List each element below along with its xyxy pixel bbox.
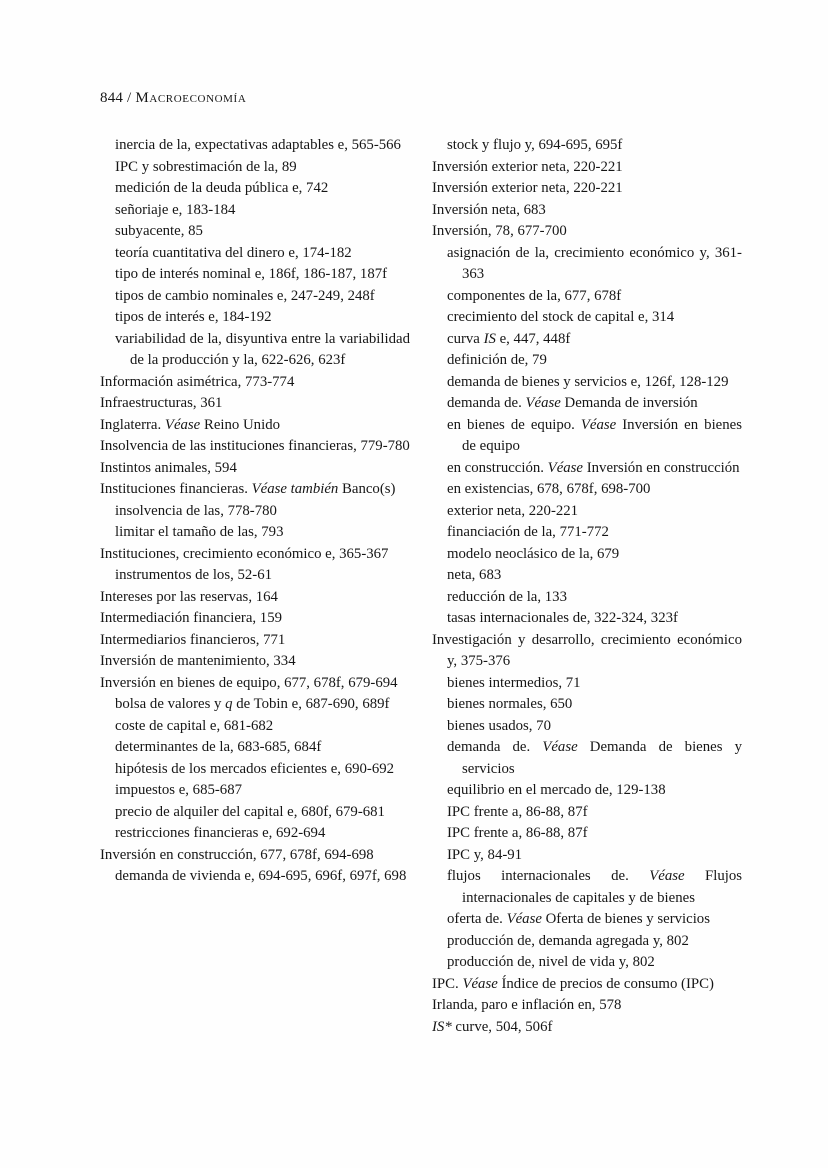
index-entry [100,565,410,587]
index-entry [100,200,410,222]
index-column-left [100,135,410,1038]
index-entry [432,307,742,329]
index-entry [100,501,410,523]
index-entry-text: financiación de la, 771-772 [447,524,609,540]
index-entry-text: señoriaje e, 183-184 [115,201,236,218]
index-entry-text: Inversión exterior neta, 220-221 [432,158,623,175]
index-entry [100,673,410,695]
index-entry [100,221,410,243]
index-column-right [432,135,742,1038]
index-entry [432,673,742,695]
index-entry-text: hipótesis de los mercados eficientes e, 690-692 [115,760,395,777]
page-number: 844 [100,90,124,106]
index-entry [432,780,742,802]
index-entry-text: Instituciones, crecimiento económico e, 365-367 [100,545,389,562]
index-entry [100,694,410,716]
index-entry-text: Inversión exterior neta, 220-221 [432,180,623,196]
index-entry [432,802,742,824]
index-entry-text: IPC frente a, 86-88, 87f [447,825,588,841]
index-entry [432,931,742,953]
index-entry-text: Insolvencia de las instituciones financieras, 779-780 [100,438,410,454]
index-entry-text: limitar el tamaño de las, 793 [115,524,284,540]
index-entry-text: producción de, demanda agregada y, 802 [447,932,689,949]
index-entry-text: neta, 683 [447,567,502,583]
index-entry [100,630,410,652]
index-entry [432,329,742,351]
index-entry-text-italic: Véase [649,868,685,884]
index-entry-text: en bienes de equipo. [447,416,581,433]
index-entry-text: impuestos e, 685-687 [115,782,242,798]
index-entry [432,458,742,480]
index-entry [100,264,410,286]
index-entry [432,200,742,222]
index-entry [432,350,742,372]
index-entry [432,286,742,308]
index-entry-text: crecimiento del stock de capital e, 314 [447,309,675,325]
index-entry [432,694,742,716]
index-entry [100,329,410,372]
index-entry [100,716,410,738]
index-entry [100,243,410,265]
index-entry [432,630,742,673]
index-entry-text: demanda de. [447,739,543,755]
index-entry-text: Demanda de inversión [560,395,698,411]
index-entry [100,393,410,415]
index-entry-text: Infraestructuras, 361 [100,395,223,411]
index-entry-text: Irlanda, paro e inflación en, 578 [432,997,622,1013]
index-entry [432,393,742,415]
index-entry [100,372,410,394]
index-entry-text-italic: Véase [506,911,542,927]
index-columns [100,135,742,1038]
index-entry-text: en construcción. [447,459,548,476]
index-entry-text: Inversión, 78, 677-700 [432,223,567,239]
index-entry [432,587,742,609]
header-separator: / [123,90,136,106]
index-entry-text: producción de, nivel de vida y, 802 [447,954,655,970]
index-entry [432,952,742,974]
index-entry-text: stock y flujo y, 694-695, 695f [447,137,623,153]
index-entry [100,608,410,630]
index-entry-text: Índice de precios de consumo (IPC) [497,975,714,992]
index-entry [432,909,742,931]
index-entry-text: de Tobin e, 687-690, 689f [232,696,390,712]
index-entry [100,479,410,501]
index-entry-text: Inversión en bienes de equipo [462,416,742,454]
index-entry [100,544,410,566]
index-entry-text: flujos internacionales de. [447,868,650,884]
index-entry-text: tasas internacionales de, 322-324, 323f [447,610,678,626]
index-entry [432,243,742,286]
index-entry-text: variabilidad de la, disyuntiva entre la variabilidad de la producción y la, 622-626, 623f [115,330,410,368]
index-entry [100,845,410,867]
index-entry-text: demanda de. [447,395,526,411]
index-entry [432,415,742,458]
index-entry-text: determinantes de la, 683-685, 684f [115,739,322,755]
index-entry [100,415,410,437]
index-entry [432,565,742,587]
index-entry [432,823,742,845]
index-entry-text: Investigación y desarrollo, crecimiento económico y, 375-376 [432,631,742,669]
index-entry-text: definición de, 79 [447,352,547,368]
index-entry [432,501,742,523]
index-entry-text: Flujos internacionales de capitales y de bienes [462,868,742,906]
index-entry-text: instrumentos de los, 52-61 [115,567,273,583]
index-entry [432,157,742,179]
index-entry-text: asignación de la, crecimiento económico y, 361-363 [447,244,742,282]
index-entry [432,479,742,501]
index-entry-text-italic: Véase [462,975,498,992]
index-entry-text: Inglaterra. [100,416,165,433]
index-entry-text: reducción de la, 133 [447,588,567,605]
index-entry-text: IPC. [432,975,463,992]
index-entry [432,845,742,867]
index-entry-text: Reino Unido [200,416,280,433]
index-entry-text: Instintos animales, 594 [100,459,237,476]
index-entry-text-italic: IS* [432,1018,452,1035]
index-entry [100,135,410,157]
index-entry-text: restricciones financieras e, 692-694 [115,825,326,841]
index-entry-text: tipos de interés e, 184-192 [115,309,272,325]
index-entry [100,587,410,609]
index-entry-text: IPC y, 84-91 [447,846,523,863]
index-entry-text: subyacente, 85 [115,223,203,239]
index-entry-text: Inversión neta, 683 [432,201,546,218]
book-title: Macroeconomía [135,90,247,106]
index-entry-text: medición de la deuda pública e, 742 [115,180,329,196]
index-entry-text: Información asimétrica, 773-774 [100,373,295,390]
index-entry [432,866,742,909]
index-entry [432,372,742,394]
index-entry-text: Intermediarios financieros, 771 [100,631,286,648]
index-entry-text-italic: Véase [525,395,561,411]
index-entry-text: Inversión en construcción, 677, 678f, 694-698 [100,846,374,863]
index-entry-text-italic: Véase [547,459,584,476]
index-entry [432,135,742,157]
index-entry [432,995,742,1017]
index-entry-text: IPC frente a, 86-88, 87f [447,803,588,820]
index-entry [432,974,742,996]
index-entry [100,178,410,200]
page-header [100,90,742,107]
index-entry [100,651,410,673]
index-entry [432,716,742,738]
index-entry-text: Intermediación financiera, 159 [100,610,282,626]
index-entry [432,221,742,243]
book-page [100,90,742,1038]
index-entry-text: Oferta de bienes y servicios [541,911,710,927]
index-entry [100,780,410,802]
index-entry [432,1017,742,1039]
index-entry-text: oferta de. [447,911,507,927]
index-entry [432,737,742,780]
index-entry-text-italic: Véase [580,416,617,433]
index-entry-text: bienes normales, 650 [447,696,573,712]
index-entry-text: modelo neoclásico de la, 679 [447,545,620,562]
index-entry-text: Inversión de mantenimiento, 334 [100,653,296,669]
index-entry-text: insolvencia de las, 778-780 [115,502,277,519]
index-entry-text: exterior neta, 220-221 [447,502,579,519]
index-entry-text: curva [447,330,484,347]
index-entry-text: tipo de interés nominal e, 186f, 186-187, 187f [115,266,388,282]
index-entry-text: demanda de vivienda e, 694-695, 696f, 697f, 698 [115,868,407,884]
index-entry-text: bienes intermedios, 71 [447,674,581,691]
index-entry [432,608,742,630]
index-entry-text-italic: Véase también [251,481,339,497]
index-entry-text: equilibrio en el mercado de, 129-138 [447,782,666,798]
index-entry-text: tipos de cambio nominales e, 247-249, 248f [115,287,375,304]
index-entry [100,823,410,845]
index-entry [100,522,410,544]
index-entry-text: Inversión en bienes de equipo, 677, 678f, 679-694 [100,674,398,691]
index-entry-text: Intereses por las reservas, 164 [100,588,278,605]
index-entry-text: coste de capital e, 681-682 [115,717,274,734]
index-entry [100,802,410,824]
index-entry-text: IPC y sobrestimación de la, 89 [115,158,297,175]
index-entry-text: Instituciones financieras. [100,481,252,497]
index-entry-text: precio de alquiler del capital e, 680f, 679-681 [115,803,385,820]
index-entry [100,458,410,480]
index-entry [432,544,742,566]
index-entry [100,307,410,329]
index-entry-text: e, 447, 448f [495,330,571,347]
index-entry-text: Demanda de bienes y servicios [462,739,742,777]
index-entry [100,759,410,781]
index-entry-text: inercia de la, expectativas adaptables e, 565-566 [115,137,401,153]
index-entry-text-italic: IS [483,330,496,347]
index-entry-text-italic: q [225,696,233,712]
index-entry-text: Inversión en construcción [583,459,740,476]
index-entry-text: en existencias, 678, 678f, 698-700 [447,481,651,497]
index-entry-text: Banco(s) [338,481,396,497]
index-entry-text-italic: Véase [542,739,578,755]
index-entry-text: bienes usados, 70 [447,717,551,734]
index-entry [100,436,410,458]
index-entry-text: curve, 504, 506f [451,1018,553,1035]
index-entry-text: bolsa de valores y [115,696,226,712]
index-entry-text: demanda de bienes y servicios e, 126f, 128-129 [447,373,729,390]
index-entry [432,522,742,544]
index-entry [432,178,742,200]
index-entry [100,866,410,888]
index-entry-text: componentes de la, 677, 678f [447,287,622,304]
index-entry [100,157,410,179]
index-entry [100,737,410,759]
index-entry [100,286,410,308]
index-entry-text-italic: Véase [164,416,201,433]
index-entry-text: teoría cuantitativa del dinero e, 174-182 [115,244,352,261]
